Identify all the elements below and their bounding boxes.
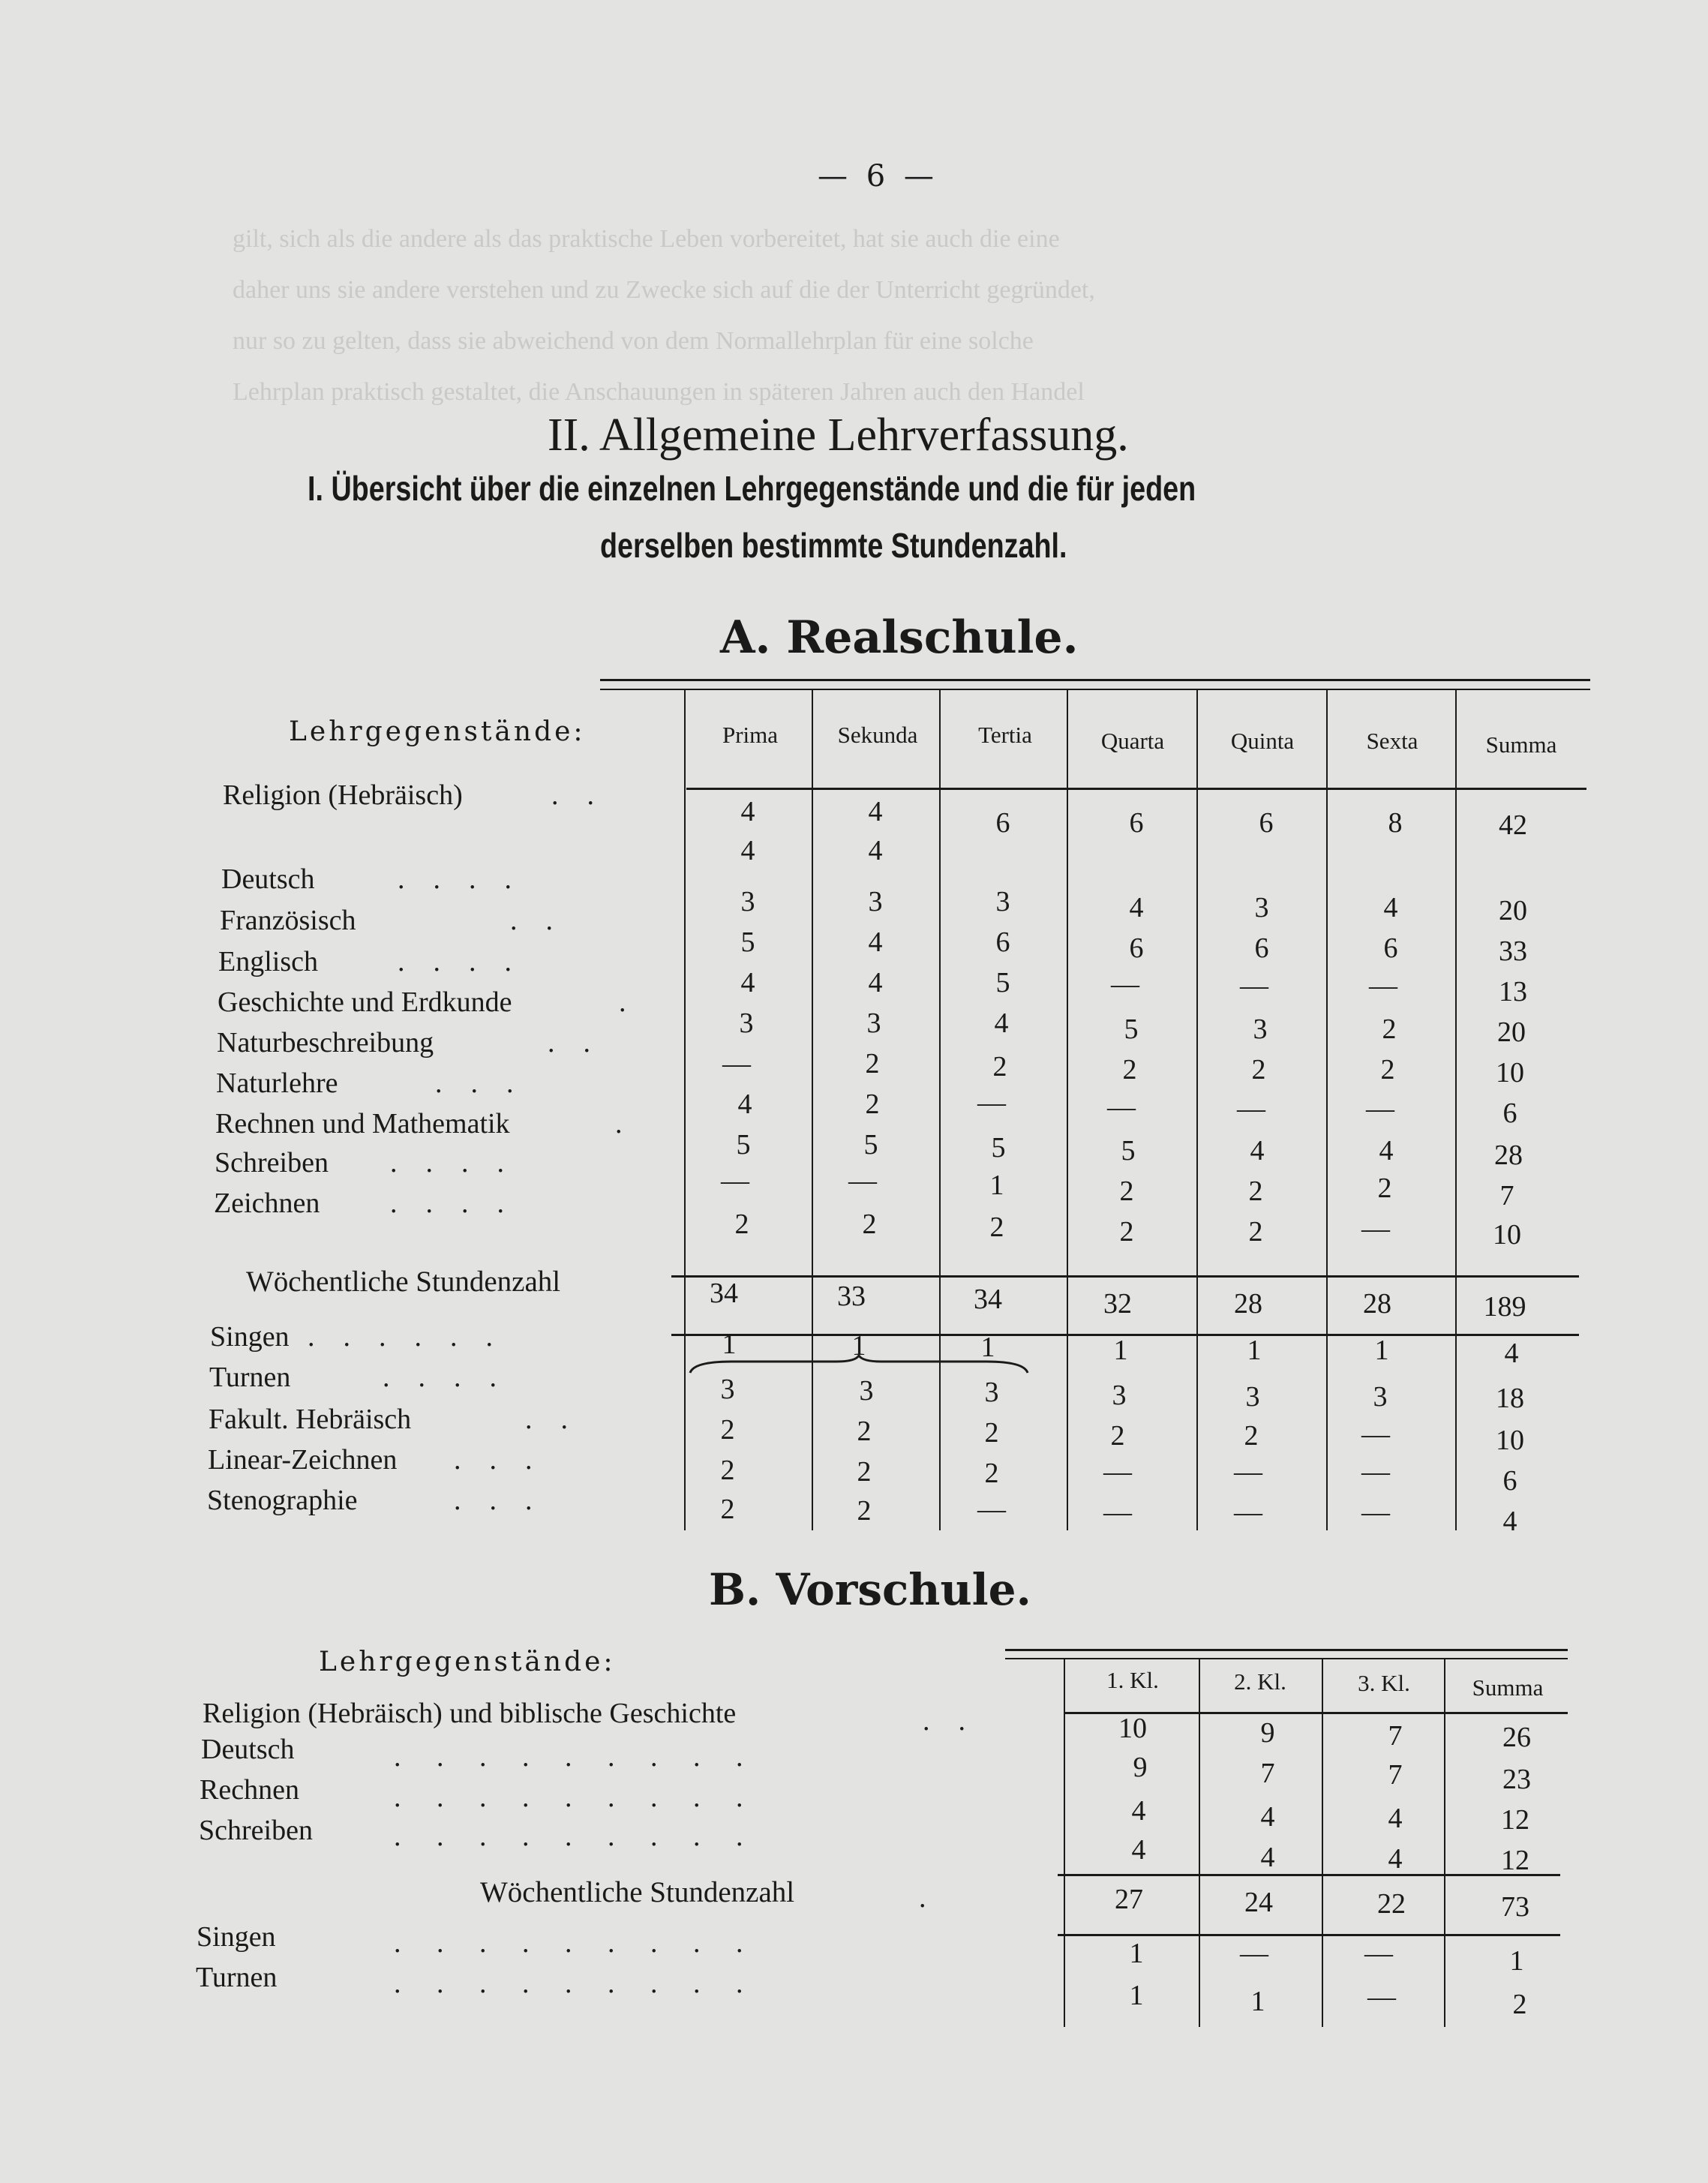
cell: 2 [734, 1209, 749, 1240]
cell: 4 [1383, 892, 1398, 923]
cell: 2 [720, 1494, 735, 1525]
leader-dots: . . . [435, 1067, 514, 1099]
total-cell: 22 [1377, 1888, 1406, 1920]
vorschule-heading: B. Vorschule. [709, 1564, 1031, 1615]
cell: — [1369, 970, 1397, 1001]
cell: 2 [865, 1088, 880, 1120]
realschule-subjects-label: Lehrgegenstände: [289, 716, 586, 747]
leader-dots: . . . . . . . . . [394, 1968, 743, 1999]
leader-dots: . . . . [390, 1188, 504, 1219]
cell: — [1103, 1456, 1132, 1488]
cell: — [1361, 1213, 1390, 1245]
leader-dots: . . . . [398, 946, 512, 977]
cell: 5 [995, 967, 1010, 998]
cell: 20 [1499, 895, 1527, 926]
leader-dots: . . [548, 1027, 590, 1058]
cell: 2 [1119, 1176, 1134, 1207]
cell: — [1111, 968, 1139, 1000]
leader-dots: . . . [454, 1485, 533, 1516]
subject-label: Französisch [220, 905, 356, 936]
cell: 33 [1499, 935, 1527, 967]
cell: 6 [1502, 1098, 1517, 1129]
leader-dots: . . . . [383, 1362, 497, 1393]
cell: 10 [1496, 1057, 1524, 1088]
cell: — [1367, 1981, 1396, 2013]
cell: 2 [989, 1212, 1004, 1243]
vorschule-total-label: Wöchentliche Stundenzahl [480, 1876, 795, 1908]
cell: — [1361, 1419, 1390, 1450]
subject-label: Geschichte und Erdkunde [218, 986, 512, 1018]
cell: 4 [868, 967, 883, 998]
subtitle-line-2: derselben bestimmte Stundenzahl. [600, 526, 1067, 565]
cell: 4 [737, 1088, 752, 1120]
leader-dots: . [619, 986, 626, 1018]
leader-dots: . [919, 1882, 926, 1914]
leader-dots: . . . . . . . . . [394, 1821, 743, 1852]
realschule-header-rule [686, 788, 1586, 790]
cell: 10 [1493, 1219, 1521, 1251]
cell: 4 [1250, 1135, 1265, 1167]
cell: 2 [1119, 1216, 1134, 1248]
cell: — [977, 1494, 1006, 1525]
vorschule-subjects-label: Lehrgegenstände: [319, 1647, 616, 1677]
realschule-col-rule [1455, 690, 1457, 1530]
subject-label: Deutsch [201, 1734, 295, 1765]
subject-label: Rechnen [200, 1774, 299, 1806]
cell: 1 [989, 1170, 1004, 1201]
vorschule-col-rule [1064, 1659, 1065, 2027]
cell: 4 [1131, 1795, 1146, 1827]
cell: 1 [980, 1332, 995, 1363]
cell: 1 [851, 1330, 866, 1362]
cell: 2 [857, 1495, 872, 1527]
cell: 1 [1247, 1335, 1262, 1366]
cell: — [1107, 1092, 1136, 1123]
cell: 4 [740, 967, 755, 998]
cell: 6 [1254, 932, 1269, 964]
cell: — [1366, 1093, 1394, 1125]
cell: 12 [1501, 1804, 1529, 1836]
page-title: II. Allgemeine Lehrverfassung. [548, 410, 1129, 461]
total-cell: 28 [1363, 1288, 1391, 1320]
subject-label: Deutsch [221, 863, 315, 895]
cell: 2 [720, 1414, 735, 1446]
cell: 3 [1254, 892, 1269, 923]
cell: 3 [859, 1375, 874, 1407]
cell: 18 [1496, 1383, 1524, 1414]
subject-label: Linear-Zeichnen [208, 1444, 398, 1476]
cell: — [1234, 1456, 1262, 1488]
cell: 1 [1374, 1335, 1389, 1366]
cell: 3 [868, 886, 883, 917]
brace-mark [686, 1354, 1031, 1377]
leader-dots: . . [923, 1705, 965, 1737]
cell: 42 [1499, 809, 1527, 841]
cell: 7 [1388, 1759, 1403, 1791]
cell: 5 [740, 926, 755, 958]
cell: 4 [868, 796, 883, 827]
subject-label: Turnen [209, 1362, 291, 1393]
total-cell: 27 [1115, 1884, 1143, 1915]
realschule-col-rule [1326, 690, 1328, 1530]
cell: 2 [984, 1417, 999, 1449]
subject-label: Religion (Hebräisch) [223, 779, 463, 811]
cell: 3 [995, 886, 1010, 917]
page-number: — 6 — [818, 159, 938, 194]
vorschule-col-rule [1444, 1659, 1445, 2027]
cell: 4 [740, 796, 755, 827]
cell: 2 [865, 1048, 880, 1079]
leader-dots: . . . . . . . . . [394, 1782, 743, 1813]
cell: 5 [991, 1132, 1006, 1164]
cell: 2 [1377, 1173, 1392, 1204]
cell: 2 [857, 1416, 872, 1447]
cell: 2 [1122, 1054, 1137, 1085]
cell: 3 [739, 1007, 754, 1039]
cell: 7 [1260, 1758, 1275, 1789]
cell: 2 [1248, 1216, 1263, 1248]
cell: 2 [1382, 1013, 1397, 1045]
vorschule-top-rule-2 [1005, 1658, 1568, 1659]
cell: 6 [1502, 1465, 1517, 1497]
cell: 7 [1388, 1720, 1403, 1752]
total-cell: 34 [710, 1278, 738, 1309]
subject-label: Zeichnen [214, 1188, 320, 1219]
cell: 5 [863, 1129, 878, 1161]
total-cell: 24 [1244, 1887, 1273, 1918]
realschule-total-label: Wöchentliche Stundenzahl [246, 1266, 561, 1298]
leader-dots: . [615, 1108, 623, 1140]
subject-label: Naturbeschreibung [217, 1027, 434, 1058]
vorschule-col-rule [1322, 1659, 1323, 2027]
leader-dots: . . [525, 1404, 568, 1435]
cell: 2 [1512, 1989, 1527, 2020]
leader-dots: . . [551, 779, 594, 811]
cell: 2 [857, 1456, 872, 1488]
cell: — [977, 1087, 1006, 1119]
cell: 4 [994, 1007, 1009, 1039]
cell: 2 [862, 1209, 877, 1240]
cell: — [1364, 1938, 1393, 1969]
vorschule-col-rule [1199, 1659, 1200, 2027]
cell: 1 [722, 1329, 737, 1360]
cell: 9 [1133, 1752, 1148, 1783]
cell: 13 [1499, 976, 1527, 1007]
cell: 3 [720, 1374, 735, 1405]
cell: 23 [1502, 1764, 1531, 1795]
cell: 4 [740, 835, 755, 866]
cell: — [1361, 1456, 1390, 1488]
total-cell: 28 [1234, 1288, 1262, 1320]
leader-dots: . . . [454, 1444, 533, 1476]
cell: — [1240, 1938, 1268, 1969]
subject-label: Schreiben [215, 1147, 329, 1179]
cell: 4 [1379, 1135, 1394, 1167]
cell: 20 [1497, 1016, 1526, 1048]
cell: 2 [1380, 1054, 1395, 1085]
cell: 4 [868, 926, 883, 958]
leader-dots: . . [510, 905, 553, 936]
col-quinta: Quinta [1230, 728, 1295, 754]
cell: 3 [866, 1007, 881, 1039]
cell: 2 [992, 1051, 1007, 1082]
cell: 7 [1499, 1180, 1514, 1212]
subject-label: Singen [210, 1321, 290, 1353]
cell: 28 [1494, 1140, 1523, 1171]
cell: — [1361, 1497, 1390, 1528]
vorschule-total-rule-bottom [1058, 1934, 1560, 1936]
cell: 6 [1259, 807, 1274, 839]
cell: 10 [1496, 1425, 1524, 1456]
leader-dots: . . . . [398, 863, 512, 895]
realschule-col-rule [1067, 690, 1068, 1530]
realschule-heading: A. Realschule. [720, 611, 1079, 664]
subject-label: Religion (Hebräisch) und biblische Geschichte [203, 1698, 737, 1729]
cell: 2 [1110, 1420, 1125, 1452]
total-cell: 189 [1483, 1291, 1526, 1323]
cell: 2 [720, 1455, 735, 1486]
cell: 1 [1113, 1335, 1128, 1366]
cell: 5 [1124, 1013, 1139, 1045]
total-cell: 73 [1501, 1891, 1529, 1923]
col-2-kl: 2. Kl. [1234, 1668, 1286, 1695]
subtitle-line-1: I. Übersicht über die einzelnen Lehrgegenstände und die für jeden [308, 469, 1196, 508]
total-cell: 34 [974, 1284, 1002, 1315]
cell: 3 [1245, 1381, 1260, 1413]
cell: 5 [736, 1129, 751, 1161]
col-tertia: Tertia [978, 722, 1032, 748]
cell: 2 [984, 1458, 999, 1489]
subject-label: Fakult. Hebräisch [209, 1404, 412, 1435]
realschule-top-rule [600, 679, 1590, 681]
cell: 6 [995, 926, 1010, 958]
cell: 6 [1383, 932, 1398, 964]
total-cell: 33 [837, 1281, 866, 1312]
cell: 4 [1388, 1803, 1403, 1834]
subject-label: Englisch [218, 946, 318, 977]
cell: 2 [1248, 1176, 1263, 1207]
total-cell: 32 [1103, 1288, 1132, 1320]
cell: 9 [1260, 1717, 1275, 1749]
cell: 5 [1121, 1135, 1136, 1167]
subject-label: Schreiben [199, 1815, 313, 1846]
cell: — [1234, 1497, 1262, 1528]
subject-label: Naturlehre [216, 1067, 338, 1099]
cell: 6 [1129, 932, 1144, 964]
vorschule-top-rule [1005, 1649, 1568, 1651]
cell: 4 [1129, 892, 1144, 923]
cell: 1 [1129, 1938, 1144, 1969]
realschule-col-rule [939, 690, 941, 1530]
subject-label: Turnen [196, 1962, 278, 1993]
col-sekunda: Sekunda [837, 722, 918, 748]
cell: 1 [1129, 1980, 1144, 2011]
cell: — [721, 1165, 749, 1197]
leader-dots: . . . . [390, 1147, 504, 1179]
cell: 26 [1502, 1722, 1531, 1753]
cell: — [722, 1048, 751, 1079]
cell: — [1240, 970, 1268, 1001]
leader-dots: . . . . . . . . . [394, 1741, 743, 1773]
cell: 4 [1388, 1843, 1403, 1875]
leader-dots: . . . . . . . . . [394, 1927, 743, 1959]
cell: — [1103, 1497, 1132, 1528]
cell: 3 [740, 886, 755, 917]
cell: 1 [1250, 1986, 1265, 2017]
subject-label: Rechnen und Mathematik [215, 1108, 510, 1140]
col-3-kl: 3. Kl. [1358, 1670, 1410, 1696]
cell: — [1237, 1093, 1265, 1125]
cell: 4 [1260, 1801, 1275, 1833]
cell: 6 [1129, 807, 1144, 839]
realschule-col-rule [1196, 690, 1198, 1530]
col-summa: Summa [1472, 1674, 1544, 1701]
col-sexta: Sexta [1366, 728, 1418, 754]
col-summa: Summa [1485, 731, 1557, 758]
cell: 8 [1388, 807, 1403, 839]
cell: — [848, 1165, 877, 1197]
cell: 2 [1244, 1420, 1259, 1452]
cell: 4 [1260, 1842, 1275, 1873]
cell: 6 [995, 807, 1010, 839]
col-1-kl: 1. Kl. [1106, 1667, 1159, 1693]
col-quarta: Quarta [1100, 728, 1165, 754]
cell: 12 [1501, 1845, 1529, 1876]
cell: 4 [1131, 1834, 1146, 1866]
cell: 2 [1251, 1054, 1266, 1085]
realschule-col-rule [812, 690, 813, 1530]
col-prima: Prima [722, 722, 779, 748]
cell: 3 [1373, 1381, 1388, 1413]
leader-dots: . . . . . . [308, 1321, 493, 1353]
cell: 4 [868, 835, 883, 866]
realschule-total-rule-top [671, 1275, 1579, 1278]
realschule-top-rule-2 [600, 689, 1590, 690]
cell: 4 [1504, 1338, 1519, 1369]
cell: 3 [1253, 1013, 1268, 1045]
cell: 4 [1502, 1506, 1517, 1537]
cell: 1 [1509, 1945, 1524, 1977]
cell: 10 [1118, 1713, 1147, 1744]
subject-label: Stenographie [207, 1485, 358, 1516]
subject-label: Singen [197, 1921, 276, 1953]
cell: 3 [1112, 1380, 1127, 1411]
cell: 3 [984, 1377, 999, 1408]
